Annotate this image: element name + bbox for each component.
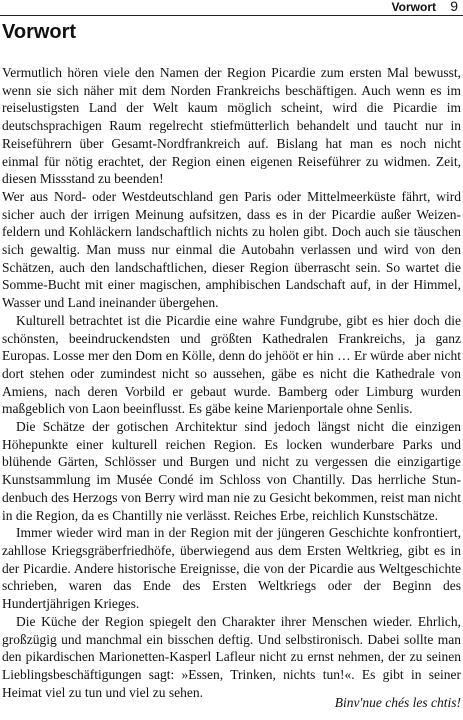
header-rule (0, 15, 463, 16)
paragraph-gothic-treasures: Die Schätze der gotischen Architektur sind jedoch längst nicht die einzigen Höhepunkte einer kulturell reichen Region. Es locken wunderbare Parks und blühende Gärten, Schlösser und Burgen und nicht zu vergessen die einzigartige Kunstsammlung im Musée Condé im Schloss von Chantilly. Das herrliche Stundenbuch des Herzogs von Berry wird man nie zu Gesicht bekommen, reist man nicht in die Region, da es Chantilly nie verlässt. Reiches Erbe, reichlich Kunstschätze. (2, 419, 461, 523)
closing-motto: Binv'nue chés les chtis! (334, 695, 461, 710)
paragraph-cathedrals: Kulturell betrachtet ist die Picardie eine wahre Fundgrube, gibt es hier doch die schönsten, beeindruckendsten und größten Kathedralen Frankreichs, ja ganz Europas. Losse mer den Dom en Kölle, denn do jehööt er hin … Er würde aber nicht dort stehen oder zumindest nicht so aussehen, gäbe es nicht die Kathedrale von Amiens, nach deren Vorbild er gebaut wurde. Bamberg oder Limburg wurden maßgeblich von Laon beeinflusst. Es gäbe keine Marienportale ohne Senlis. (2, 312, 461, 417)
paragraph-cuisine: Die Küche der Region spiegelt den Charakter ihrer Menschen wieder. Ehrlich, großzügig und manchmal ein bisschen deftig. Und selbstironisch. Dabei sollte man den pikardischen Marionetten-Kasperl Lafleur nicht zu ernst nehmen, der zu seinen Lieblingsbeschäftigungen sagt: »Essen, Trinken, nichts tun!«. Es gibt in seiner Heimat viel zu tun und viel zu sehen. (2, 613, 461, 700)
body-text (2, 64, 461, 701)
chapter-title: Vorwort (2, 21, 77, 43)
paragraph-history: Immer wieder wird man in der Region mit der jüngeren Geschichte konfrontiert, zahllose Kriegsgräberfriedhöfe, überwiegend aus dem Ersten Weltkrieg, gibt es in der Picardie. Andere historische Ereignisse, die von der Picardie aus Weltgeschichte schrieben, waren das Ende des Ersten Weltkriegs oder der Beginn des Hundertjährigen Krieges. (2, 525, 461, 612)
paragraph-intro: Vermutlich hören viele den Namen der Region Picardie zum ersten Mal bewusst, wenn sie sich näher mit dem Norden Frankreichs beschäftigen. Auch wenn es im reiselustigsten Land der Welt kaum möglich scheint, wird die Picardie im deutschsprachigen Raum regelrecht stiefmütterlich behandelt und taucht nur in Reiseführern über Gesamt-Nordfrankreich auf. Bislang hat man es noch nicht einmal für nötig erachtet, der Region einen eigenen Reiseführer zu widmen. Zeit, diesen Missstand zu beenden! (2, 65, 461, 187)
page-number: 9 (450, 0, 458, 14)
running-header (0, 0, 463, 16)
paragraph-landscape: Wer aus Nord- oder Westdeutschland gen Paris oder Mittelmeerküste fährt, wird sicher auch der irrigen Meinung aufsitzen, dass es in der Picardie außer Weizenfeldern und Kohläckern landschaftlich nichts zu holen gibt. Doch auch sie täuschen sich gewaltig. Man muss nur einmal die Autobahn verlassen und wird von den Schätzen, auch den landschaftlichen, dieser Region überrascht sein. So wartet die Somme-Bucht mit einer magischen, amphibischen Landschaft auf, in der Himmel, Wasser und Land ineinander übergehen. (2, 188, 461, 311)
running-head-title: Vorwort (391, 0, 436, 14)
